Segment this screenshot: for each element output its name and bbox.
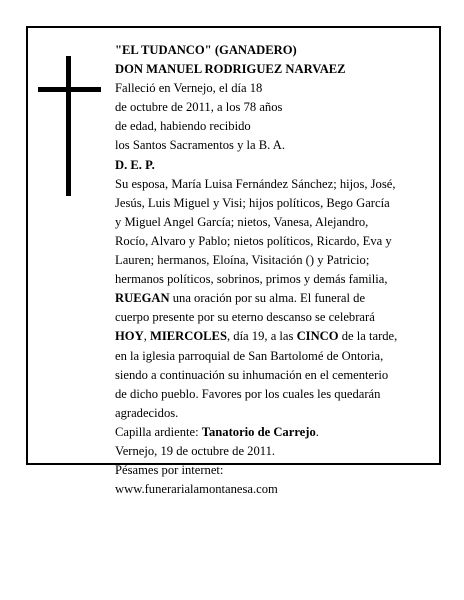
family-line: Su esposa, María Luisa Fernández Sánchez; hijos, José,: [115, 176, 396, 191]
cross-icon-bar: [38, 87, 101, 92]
funeral-line: siendo a continuación su inhumación en el cementerio: [115, 367, 389, 382]
ruegan-rest: una oración por su alma. El funeral de: [169, 291, 366, 306]
family-line: hermanos políticos, sobrinos, primos y demás familia,: [115, 272, 388, 287]
death-info-line: los Santos Sacramentos y la B. A.: [115, 138, 286, 153]
funeral-line: en la iglesia parroquial de San Bartolomé de Ontoria,: [115, 348, 384, 363]
ruegan-bold: RUEGAN: [115, 291, 170, 306]
dep-label: D. E. P.: [115, 157, 155, 172]
date-line: Vernejo, 19 de octubre de 2011.: [115, 443, 276, 458]
funeral-line: cuerpo presente por su eterno descanso se celebrará: [115, 310, 375, 325]
family-line: Jesús, Luis Miguel y Visi; hijos políticos, Bego García: [115, 195, 390, 210]
hoy-bold: HOY: [115, 329, 144, 344]
cinco-bold: CINCO: [296, 329, 339, 344]
ruegan-line: [115, 289, 435, 308]
capilla-place: Tanatorio de Carrejo: [201, 424, 316, 439]
family-line: y Miguel Angel García; nietos, Vanesa, Alejandro,: [115, 214, 369, 229]
capilla-line: Capilla ardiente: Tanatorio de Carrejo.: [115, 424, 319, 439]
funeral-line: de dicho pueblo. Favores por los cuales les quedarán: [115, 386, 381, 401]
heading-nickname: "EL TUDANCO" (GANADERO): [115, 43, 297, 57]
family-line: Lauren; hermanos, Eloína, Visitación () y Patricio;: [115, 253, 370, 268]
website-url: www.funerarialamontanesa.com: [115, 482, 278, 497]
obituary-text: [115, 41, 435, 499]
death-info-line: de octubre de 2011, a los 78 años: [115, 100, 283, 115]
funeral-date-line: HOY, MIERCOLES, día 19, a las CINCO de la tarde,: [115, 329, 398, 344]
cross-icon: [66, 56, 71, 196]
funeral-line: agradecidos.: [115, 405, 179, 420]
heading-name: DON MANUEL RODRIGUEZ NARVAEZ: [115, 62, 346, 77]
death-info-line: Falleció en Vernejo, el día 18: [115, 81, 263, 96]
condolences-label: Pésames por internet:: [115, 463, 224, 478]
miercoles-bold: MIERCOLES: [149, 329, 227, 344]
death-info-line: de edad, habiendo recibido: [115, 119, 251, 134]
family-line: Rocío, Alvaro y Pablo; nietos políticos, Ricardo, Eva y: [115, 233, 392, 248]
